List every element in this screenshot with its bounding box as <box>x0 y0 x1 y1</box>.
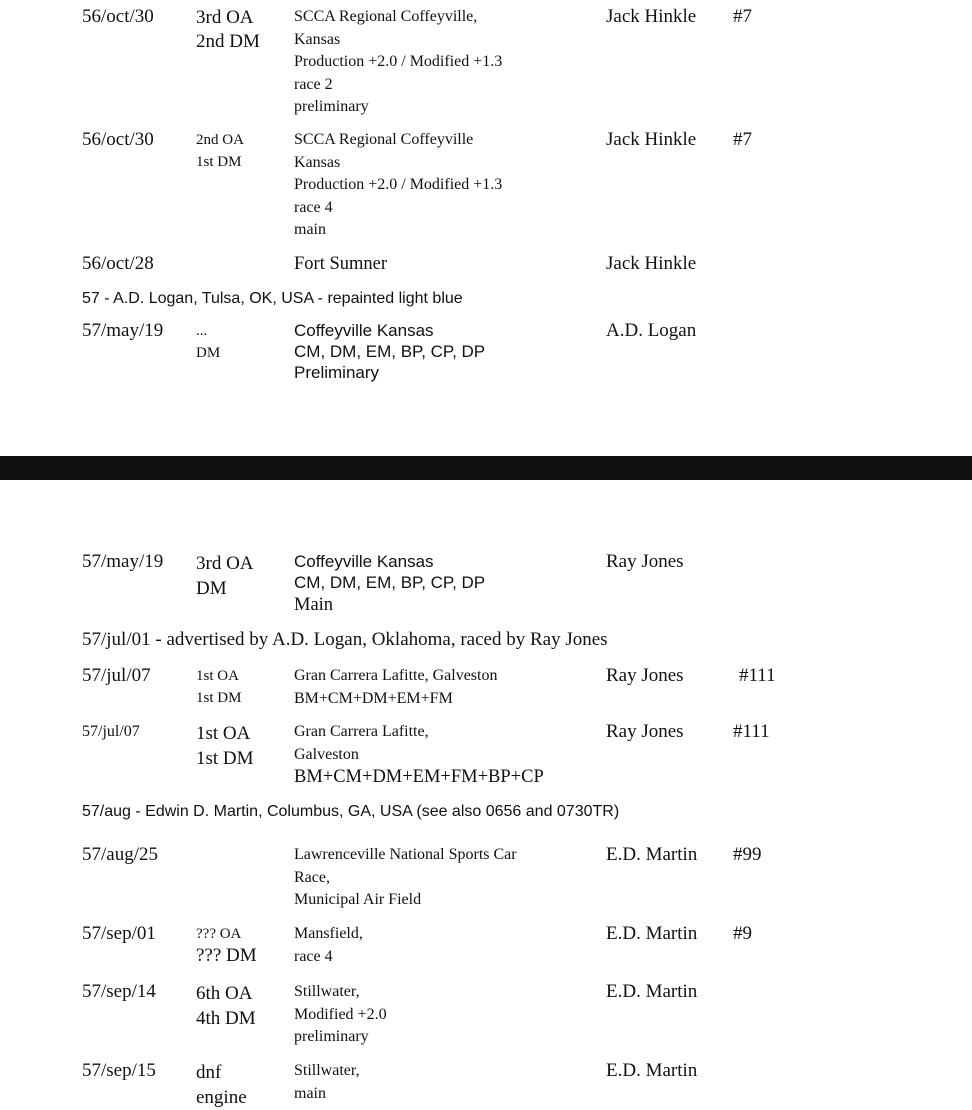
event-line: Preliminary <box>294 363 380 382</box>
event-line: Gran Carrera Lafitte, Galveston <box>294 667 498 684</box>
race-date: 57/sep/15 <box>82 1060 156 1081</box>
event-details <box>294 721 544 788</box>
car-number: #7 <box>733 129 752 150</box>
result-position <box>196 721 254 771</box>
race-date: 56/oct/30 <box>82 6 154 27</box>
class-position: engine <box>196 1087 247 1108</box>
ownership-note: 57 - A.D. Logan, Tulsa, OK, USA - repainted light blue <box>82 290 463 307</box>
event-line: CM, DM, EM, BP, CP, DP <box>294 342 486 361</box>
car-number: #111 <box>739 665 776 686</box>
class-position: 1st DM <box>196 690 242 706</box>
overall-position: ??? OA <box>196 926 242 942</box>
event-line: Main <box>294 595 334 615</box>
driver-name: Ray Jones <box>606 721 684 742</box>
event-details <box>294 129 502 242</box>
overall-position: dnf <box>196 1062 222 1083</box>
race-date: 57/sep/01 <box>82 923 156 944</box>
event-details <box>294 844 517 912</box>
race-date: 57/jul/07 <box>82 723 140 740</box>
overall-position: ... <box>196 323 208 339</box>
car-number: #7 <box>733 6 752 27</box>
event-line: race 2 <box>294 75 333 93</box>
page-divider <box>0 456 972 480</box>
overall-position: 1st OA <box>196 723 251 744</box>
driver-name: Jack Hinkle <box>606 253 697 274</box>
event-line: SCCA Regional Coffeyville, <box>294 8 478 25</box>
result-position <box>196 320 220 364</box>
event-line: BM+CM+DM+EM+FM+BP+CP <box>294 767 544 787</box>
result-position <box>196 981 256 1031</box>
driver-name: A.D. Logan <box>606 320 697 341</box>
event-line: Municipal Air Field <box>294 891 422 908</box>
event-line: Kansas <box>294 30 341 48</box>
event-line: Production +2.0 / Modified +1.3 <box>294 53 503 70</box>
car-number: #111 <box>733 721 770 742</box>
event-line: main <box>294 221 326 238</box>
event-line: preliminary <box>294 1028 369 1045</box>
event-line: CM, DM, EM, BP, CP, DP <box>294 573 486 592</box>
driver-name: Ray Jones <box>606 551 684 572</box>
event-line: Coffeyville Kansas <box>294 321 434 340</box>
event-line: Coffeyville Kansas <box>294 552 434 571</box>
event-line: SCCA Regional Coffeyville <box>294 131 474 148</box>
result-position <box>196 551 254 601</box>
overall-position: 3rd OA <box>196 553 254 574</box>
overall-position: 1st OA <box>196 668 239 684</box>
event-line: main <box>294 1084 326 1102</box>
driver-name: Jack Hinkle <box>606 129 697 150</box>
class-position: 4th DM <box>196 1008 256 1029</box>
event-details <box>294 551 485 617</box>
event-line: race 4 <box>294 198 333 216</box>
event-line: Production +2.0 / Modified +1.3 <box>294 176 503 193</box>
overall-position: 6th OA <box>196 983 253 1004</box>
event-line: Stillwater, <box>294 1062 360 1079</box>
race-date: 57/aug/25 <box>82 844 158 865</box>
event-details <box>294 6 502 119</box>
event-line: Race, <box>294 868 330 886</box>
result-position <box>196 923 257 967</box>
event-line: Lawrenceville National Sports Car <box>294 846 517 863</box>
driver-name: E.D. Martin <box>606 844 698 865</box>
ownership-note: 57/aug - Edwin D. Martin, Columbus, GA, USA (see also 0656 and 0730TR) <box>82 803 620 820</box>
event-details <box>294 320 485 383</box>
event-line: Gran Carrera Lafitte, <box>294 723 429 740</box>
event-line: race 4 <box>294 947 333 965</box>
race-date: 57/jul/07 <box>82 665 151 686</box>
race-date: 57/sep/14 <box>82 981 156 1002</box>
driver-name: E.D. Martin <box>606 1060 698 1081</box>
event-details <box>294 665 497 710</box>
event-line: Stillwater, <box>294 983 360 1000</box>
overall-position: 3rd OA <box>196 7 254 28</box>
event-details <box>294 923 363 968</box>
result-position <box>196 1060 247 1110</box>
event-line: Modified +2.0 <box>294 1005 387 1023</box>
event-line: Mansfield, <box>294 925 363 942</box>
driver-name: Jack Hinkle <box>606 6 697 27</box>
event-line: Galveston <box>294 745 359 763</box>
event-line: Kansas <box>294 153 341 171</box>
race-date: 57/may/19 <box>82 320 164 341</box>
class-position: 1st DM <box>196 154 242 170</box>
class-position: DM <box>196 578 227 599</box>
race-date: 56/oct/30 <box>82 129 154 150</box>
class-position: 2nd DM <box>196 31 260 52</box>
driver-name: Ray Jones <box>606 665 684 686</box>
overall-position: 2nd OA <box>196 132 244 148</box>
result-position <box>196 665 241 709</box>
ownership-note: 57/jul/01 - advertised by A.D. Logan, Oklahoma, raced by Ray Jones <box>82 629 608 650</box>
result-position <box>196 6 260 54</box>
race-date: 56/oct/28 <box>82 253 154 274</box>
event-details <box>294 1060 360 1105</box>
event-line: Fort Sumner <box>294 254 388 274</box>
driver-name: E.D. Martin <box>606 981 698 1002</box>
result-position <box>196 129 244 173</box>
class-position: 1st DM <box>196 748 254 769</box>
event-line: BM+CM+DM+EM+FM <box>294 689 453 707</box>
driver-name: E.D. Martin <box>606 923 698 944</box>
event-line: preliminary <box>294 98 369 115</box>
class-position: DM <box>196 345 221 361</box>
car-number: #99 <box>733 844 762 865</box>
car-number: #9 <box>733 923 752 944</box>
event-details <box>294 981 387 1049</box>
class-position: ??? DM <box>196 945 257 966</box>
event-details <box>294 253 387 275</box>
race-date: 57/may/19 <box>82 551 164 572</box>
